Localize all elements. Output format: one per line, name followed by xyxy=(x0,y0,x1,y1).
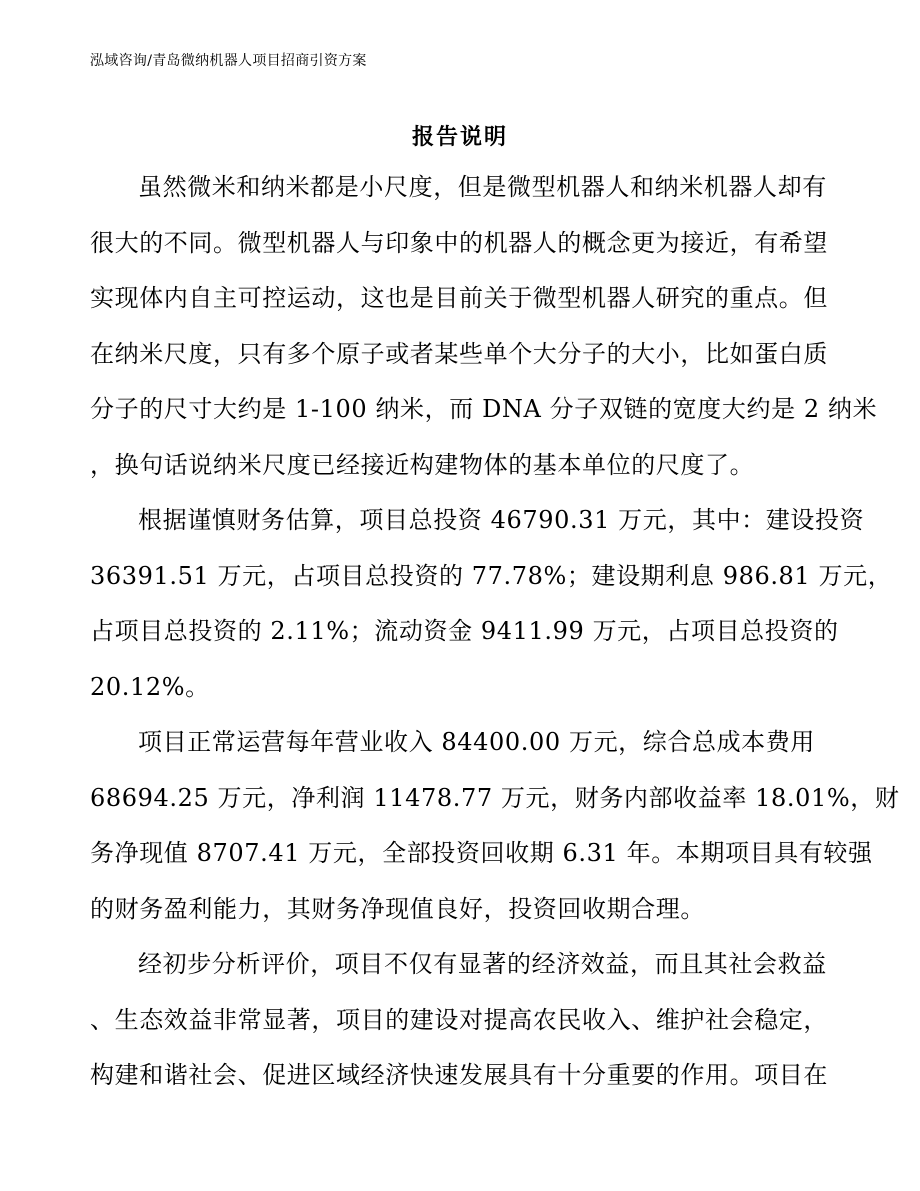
text-line: 务净现值 8707.41 万元，全部投资回收期 6.31 年。本期项目具有较强 xyxy=(90,839,873,867)
text-line: 20.12%。 xyxy=(90,672,210,701)
paragraph-evaluation xyxy=(90,937,828,1104)
report-body xyxy=(90,160,900,1104)
text-line: 的财务盈利能力，其财务净现值良好，投资回收期合理。 xyxy=(90,894,705,923)
paragraph-investment xyxy=(90,493,893,715)
text-line: ，换句话说纳米尺度已经接近构建物体的基本单位的尺度了。 xyxy=(90,450,755,479)
text-line: 在纳米尺度，只有多个原子或者某些单个大分子的大小，比如蛋白质 xyxy=(90,339,828,368)
text-line: 构建和谐社会、促进区域经济快速发展具有十分重要的作用。项目在 xyxy=(90,1061,828,1089)
paragraph-revenue xyxy=(90,715,900,937)
text-line: 实现体内自主可控运动，这也是目前关于微型机器人研究的重点。但 xyxy=(90,284,828,312)
page-title: 报告说明 xyxy=(411,124,508,150)
text-line: 、生态效益非常显著，项目的建设对提高农民收入、维护社会稳定， xyxy=(90,1005,828,1034)
text-line: 虽然微米和纳米都是小尺度，但是微型机器人和纳米机器人却有 xyxy=(138,173,827,201)
text-line: 36391.51 万元，占项目总投资的 77.78%；建设期利息 986.81 万元， xyxy=(90,561,893,590)
page-header: 泓域咨询/青岛微纳机器人项目招商引资方案 xyxy=(90,53,367,69)
text-line: 占项目总投资的 2.11%；流动资金 9411.99 万元，占项目总投资的 xyxy=(90,617,839,645)
text-line: 很大的不同。微型机器人与印象中的机器人的概念更为接近，有希望 xyxy=(90,228,828,257)
text-line: 68694.25 万元，净利润 11478.77 万元，财务内部收益率 18.01%，财 xyxy=(90,783,900,812)
text-line: 分子的尺寸大约是 1-100 纳米，而 DNA 分子双链的宽度大约是 2 纳米 xyxy=(90,395,878,423)
text-line: 经初步分析评价，项目不仅有显著的经济效益，而且其社会救益 xyxy=(138,950,827,978)
paragraph-intro xyxy=(90,160,878,493)
text-line: 根据谨慎财务估算，项目总投资 46790.31 万元，其中：建设投资 xyxy=(138,506,865,534)
text-line: 项目正常运营每年营业收入 84400.00 万元，综合总成本费用 xyxy=(138,728,815,756)
